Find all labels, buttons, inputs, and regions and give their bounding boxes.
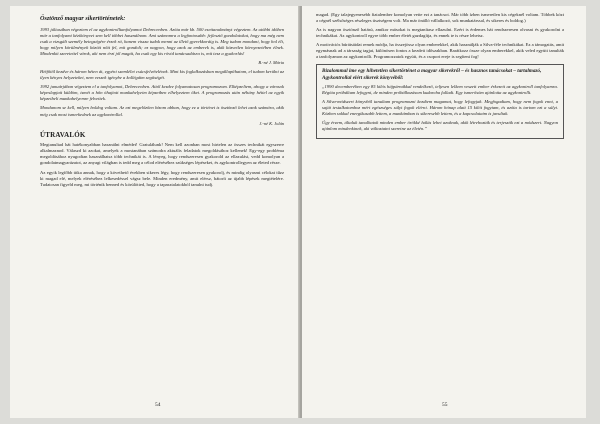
page-number: 54 — [155, 402, 161, 408]
body-paragraph: Megtanultad hát hatékonyabban használni elmédet! Gratulálunk! Nem kell azonban most hirtelen az összes technikát egyszerre alkalmaznod. Válaszd ki azokat, amelyek a mostanában számodra aktuális feladatok megoldásához kellenek! Egy-egy probléma megoldásához nyugodtan használhatsz több technikát is. A lényeg, hogy rendszeresen gyakorold az ellazulást, vedd komolyan a gondolatmagyarázatot, az anyagi világban is tedd meg a célod eléréséhez szükséges lépéseket, és agykontrollegyen az életed része. — [40, 142, 284, 166]
body-paragraph: Az egyik legfőbb titka annak, hogy a követhető években sikeres légy, hogy rendszeresen gyakorolj, és mindig olyasmi célokat tűzz ki magad elé, melyek eléréséhez lelkesedéssel vágsz bele. Minden eredmény, amit elérsz, bátorít az újabb lépések megtételére. Tudatosan figyeld meg, mi történik benned és körülötted, hogy a tapasztalatokból tanulni tudj. — [40, 169, 284, 187]
body-paragraph: Az is nagyon ösztönző hatású, amikor másokat is megtanítasz ellazulni. Ezért is érdemes hát rendszeresen olvasni és gyakorolni a technikákat. Az agykontroll egyre több ember életét gazdagítja, és ennek te is része lehetsz. — [316, 27, 564, 39]
story-paragraph: Mondanom se kell, milyen boldog voltam. Az ezt megelőzően bízom abban, hogy ez a történet is ösztönző lehet azok számára, akik még csak most ismerkednek az agykontrollal. — [40, 105, 284, 117]
story-paragraph: 1992 januárjában végeztem el a tanfolyamot, Debrecenben. Attól kezdve folyamatosan programozom. Elképzeltem, ahogy a városok képeslapjait küldöm, ismét a hőn óhajtott munkahelyeim képzetben elhelyeztem őket. A programozás után néhány héttel az egyik képzetbeli munkahelyemre felvettek. — [40, 84, 284, 102]
quote-box — [316, 64, 564, 139]
quote-paragraph: „1990 decemberében egy 85 kilós hájpárnákkal rendelkező, teljesen lelkem veszett ember érkezett az agykontroll tanfolyamra. Régóta próbáltam lefogyni, de minden próbálkozásom kudarcba fulladt. Egy ismerősöm ajánlotta az agykontrollt. — [322, 83, 558, 95]
page-number: 55 — [442, 402, 448, 408]
story-paragraph: Hétfőtől kezdve és három héten át, egyéni szemlélet csúcsfelvételének. Mint kis foglalkozásban megállapíthatom, el tudom kerülni az ilyen kényes helyzeteket, nem veszek igénybe a kollégáim segítségét. — [40, 69, 284, 81]
story-paragraph: 1993 júliusában végeztem el az agykontrolltanfolyamot Debrecenben. Azóta már kb. 500 esettanulmányt végeztem. Az utóbbi időben már a tanfolyami kézikönyvet sem kell többet használnom. Ami számomra a legfontosabb: fejlesztő gondolatokat, hogy ma még nem csak a vizsgált személy betegségére érzek rá, hanem vissza tudok menni az illető gyerekkoráig is. Meg tudom mondani, hogy hol élt, hogy milyen körülmények között nőtt fel, mit gondolt; ez nagyon, hogy azok az emberek is, akik közvetlen környezetében élnek. Mindenkit szeretettel várok, aki nem érzi jól magát, ha csak egy kis rövid tanácsadásra is, mit tesz a gyakorlás! — [40, 26, 284, 57]
quote-paragraph: A Silva-módszert könyvből tanultam programozni kezdtem magamat, hogy lefogyjak. Megfogadtam, hogy nem fogok enni, a saját testalkatomhoz mért egészséges súlyt fogok elérni. Három hónap alatt 15 kilót fogytam, és azóta is tartom ezt a súlyt. Közben sokkal energikusabb lettem, a munkámban is sikeresebb lettem, és a kapcsolataim is javultak. — [322, 99, 558, 117]
right-page — [302, 6, 586, 418]
quote-box-title: Bizalommal ime egy hihetetlen sikertörténet a magyar sikerekről – és hasznos tanácsokat – tartalmazó, Agykontrollal elért sikerek könyvéből: — [322, 68, 542, 81]
body-paragraph: magad. (Egy talajegyenesebb fiatalember komolyan vette ezt a tanácsot. Már több ízben ismeretlen kis cégeknél voltam. Többek közt a cégnél szélsőséges részleges tisztségem volt. Ma már önálló vállalkozó, sok munkatárssal, és sikeres és boldog.) — [316, 12, 564, 24]
heading-success-stories: Ösztönző magyar sikertörténetek: — [40, 15, 126, 22]
body-paragraph: A motivációs búrátsáidat remek módja, ha összejössz olyan emberekkel, akik használják a Silva-féle technikákat. Ez a támogatás, amit egymásnak ad a társaság tagjai, különösen fontos a kezdeti időszakban. Barátkozz össze olyan emberekkel, akik veled együtt tanulták a tanfolyamon az agykontrollt. Programozzatok együtt, és a csoport ereje is segíteni fog! — [316, 42, 564, 60]
quote-paragraph: Úgy érzem, általuk tanulhatok minden ember örökké hálás lehet azoknak, akik létrehozták és terjesztik ezt a módszert. Nagyon ajánlom mindenkinek, aki változtatni szeretne az életén.” — [322, 120, 558, 132]
heading-travel: ÚTRAVALÓK — [40, 130, 86, 139]
signature: B.-né J. Mária — [258, 60, 284, 66]
left-page — [10, 6, 300, 418]
signature: J.-né K. Jolán — [259, 120, 284, 126]
